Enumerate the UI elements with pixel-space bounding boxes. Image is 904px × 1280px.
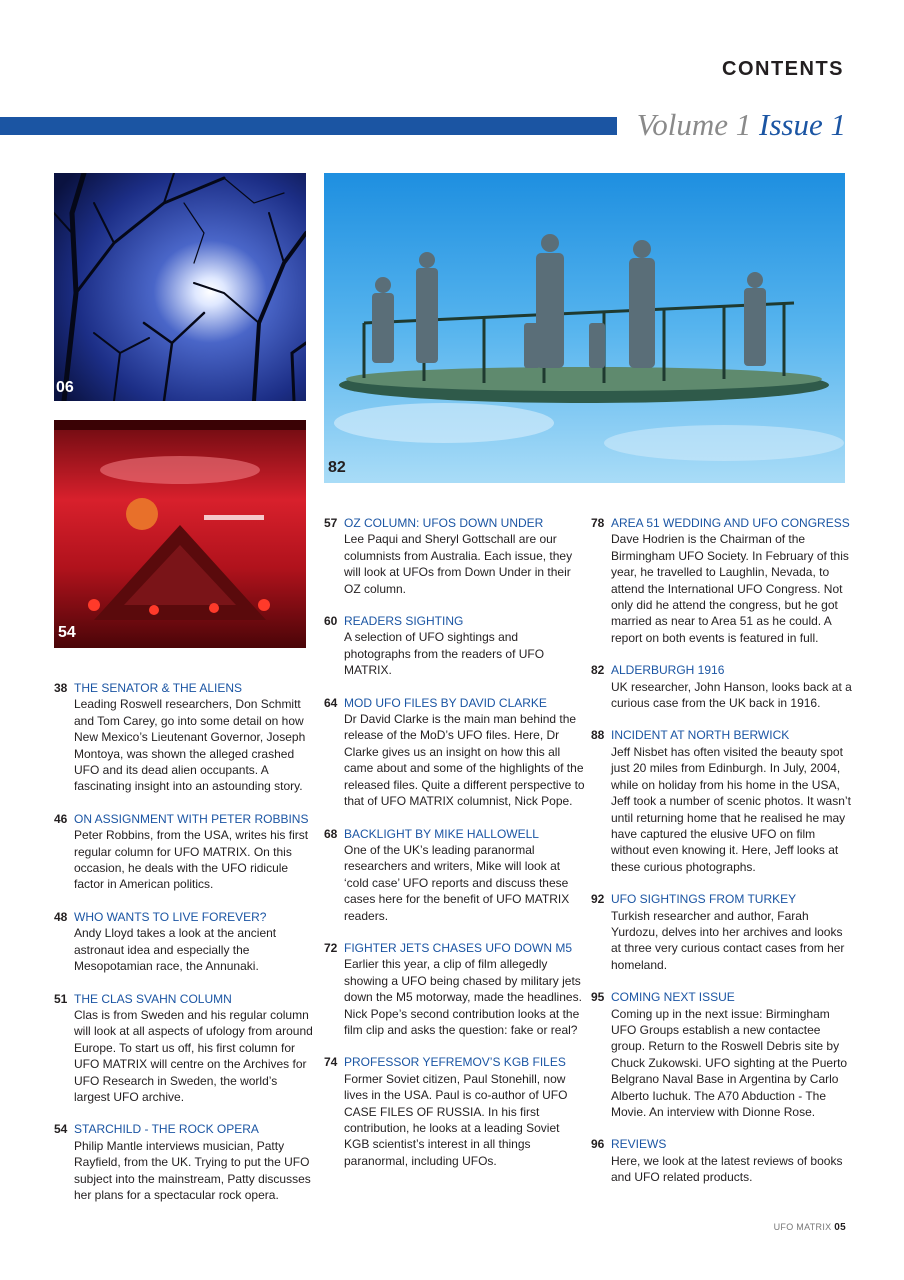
entry-page-number: 95	[591, 990, 605, 1005]
entry-description: Jeff Nisbet has often visited the beauty spot just 20 miles from Edinburgh. In July, 2004, while on holiday from his home in the USA, Jeff took a number of scenic photos. It wasn’t until returning home that he realised he may have captured the elusive UFO on film without even knowing it. Here, Jeff looks at these curious photographs.	[611, 744, 851, 874]
entry-description: One of the UK’s leading paranormal researchers and writers, Mike will look at ‘cold case’ UFO reports and discuss these cases here for the benefit of UFO MATRIX readers.	[344, 842, 570, 923]
moon-through-trees-icon	[54, 173, 306, 401]
entry-page-number: 38	[54, 681, 68, 695]
contents-entry[interactable]	[591, 662, 853, 711]
contents-entry[interactable]	[324, 695, 586, 810]
entry-description: Leading Roswell researchers, Don Schmitt and Tom Carey, go into some detail on how New Mexico’s Lieutenant Governor, Joseph Montoya, was shown the alleged crashed UFO and its dead alien occupants. A fascinating insight into an astounding story.	[74, 697, 306, 794]
red-pyramid-icon	[54, 420, 306, 648]
entry-page-number: 74	[324, 1055, 338, 1070]
photo-moon-through-trees[interactable]	[54, 173, 306, 401]
contents-entry[interactable]	[324, 613, 586, 679]
entry-title[interactable]: PROFESSOR YEFREMOV’S KGB FILES	[344, 1055, 566, 1070]
entry-description: Lee Paqui and Sheryl Gottschall are our columnists from Australia. Each issue, they will look at UFOs from Down Under in their OZ column.	[344, 532, 573, 596]
entry-page-number: 78	[591, 516, 605, 530]
contents-entry[interactable]	[54, 909, 316, 975]
entry-page-number: 96	[591, 1137, 605, 1152]
entry-description: Andy Lloyd takes a look at the ancient astronaut idea and especially the Mesopotamian race, the Annunaki.	[74, 926, 277, 974]
entry-page-number: 72	[324, 940, 338, 955]
contents-entry[interactable]	[591, 891, 853, 973]
contents-column-1	[54, 680, 316, 1219]
contents-entry[interactable]	[591, 727, 853, 875]
photo-page-number: 06	[56, 379, 74, 396]
entry-description: Coming up in the next issue: Birmingham UFO Groups establish a new contactee group. Return to the Roswell Debris site by Chuck Zukowski. UFO sighting at the Puerto Belgrano Naval Base in Argentina by Carlo Alberto Iuchuk. The A70 Abduction - The Movie. An interview with Dionne Rose.	[611, 1006, 848, 1119]
contents-entry[interactable]	[324, 940, 586, 1038]
contents-entry[interactable]	[54, 991, 316, 1106]
entry-page-number: 64	[324, 695, 338, 710]
photo-page-number: 82	[328, 459, 346, 476]
entry-description: Earlier this year, a clip of film allegedly showing a UFO being chased by military jets down the M5 motorway, made the headlines. Nick Pope’s second contribution looks at the film clip and asks the question: fake or real?	[344, 957, 582, 1037]
entry-title[interactable]: AREA 51 WEDDING AND UFO CONGRESS	[611, 516, 850, 530]
entry-page-number: 60	[324, 614, 338, 629]
entry-title[interactable]: INCIDENT AT NORTH BERWICK	[611, 728, 790, 743]
page-footer	[774, 1222, 846, 1233]
entry-description: UK researcher, John Hanson, looks back at a curious case from the UK back in 1916.	[611, 679, 852, 711]
entry-page-number: 92	[591, 892, 605, 907]
entry-page-number: 46	[54, 811, 68, 826]
footer-page-number: 05	[834, 1222, 846, 1233]
volume-issue-label	[637, 107, 846, 143]
entry-title[interactable]: WHO WANTS TO LIVE FOREVER?	[74, 909, 267, 924]
entry-description: Dave Hodrien is the Chairman of the Birmingham UFO Society. In February of this year, he travelled to Laughlin, Nevada, to attend the International UFO Congress. Not only did he attend the congress, but he got married as near to Area 51 as he could. A report on both events is featured in full.	[611, 532, 849, 645]
entry-title[interactable]: COMING NEXT ISSUE	[611, 990, 735, 1005]
entry-title[interactable]: STARCHILD - THE ROCK OPERA	[74, 1122, 259, 1137]
contents-entry[interactable]	[591, 1136, 853, 1185]
entry-description: Clas is from Sweden and his regular column will look at all aspects of ufology from around Europe. To start us off, his first column for UFO MATRIX will centre on the Archives for UFO Research in Sweden, the world’s largest UFO archive.	[74, 1007, 313, 1104]
contents-heading: CONTENTS	[722, 58, 844, 80]
entry-page-number: 48	[54, 909, 68, 924]
volume-label: Volume 1	[636, 107, 752, 142]
photo-red-pyramid[interactable]	[54, 420, 306, 648]
entry-title[interactable]: ALDERBURGH 1916	[611, 663, 725, 678]
entry-title[interactable]: REVIEWS	[611, 1137, 667, 1152]
issue-label: Issue 1	[759, 107, 846, 142]
entry-description: Former Soviet citizen, Paul Stonehill, now lives in the USA. Paul is co-author of UFO CASE FILES OF RUSSIA. In his first contribution, he looks at a leading Soviet KGB scientist’s interest in all things paranormal, including UFOs.	[344, 1071, 568, 1168]
footer-magazine-name: UFO MATRIX	[773, 1222, 832, 1232]
contents-entry[interactable]	[54, 680, 316, 795]
entry-page-number: 82	[591, 663, 605, 678]
entry-title[interactable]: THE CLAS SVAHN COLUMN	[74, 991, 232, 1006]
entry-description: Philip Mantle interviews musician, Patty Rayfield, from the UK. Trying to put the UFO subject into the mainstream, Patty discusses her plans for a spectacular rock opera.	[74, 1138, 311, 1202]
contents-entry[interactable]	[324, 1054, 586, 1169]
contents-column-2	[324, 515, 586, 1185]
entry-title[interactable]: BACKLIGHT BY MIKE HALLOWELL	[344, 826, 539, 841]
entry-title[interactable]: UFO SIGHTINGS FROM TURKEY	[611, 892, 797, 907]
contents-entry[interactable]	[324, 515, 586, 597]
contents-entry[interactable]	[54, 811, 316, 893]
entry-description: Turkish researcher and author, Farah Yurdozu, delves into her archives and looks at three very curious contact cases from her homeland.	[611, 908, 845, 972]
header-accent-bar	[0, 117, 617, 135]
photo-page-number: 54	[58, 624, 76, 641]
entry-title[interactable]: READERS SIGHTING	[344, 614, 464, 629]
entry-title[interactable]: OZ COLUMN: UFOS DOWN UNDER	[344, 516, 544, 530]
entry-page-number: 88	[591, 728, 605, 743]
entry-description: Here, we look at the latest reviews of books and UFO related products.	[611, 1153, 843, 1185]
entry-title[interactable]: MOD UFO FILES BY DAVID CLARKE	[344, 695, 547, 710]
contents-entry[interactable]	[324, 826, 586, 924]
entry-title[interactable]: ON ASSIGNMENT WITH PETER ROBBINS	[74, 811, 309, 826]
contents-entry[interactable]	[54, 1121, 316, 1203]
contents-column-3	[591, 515, 853, 1202]
entry-page-number: 54	[54, 1122, 68, 1137]
entry-description: Dr David Clarke is the main man behind the release of the MoD’s UFO files. Here, Dr Clarke gives us an insight on how this all came about and some of the highlights of the released files. Quite a different perspective to that of UFO MATRIX columnist, Nick Pope.	[344, 712, 585, 809]
entry-title[interactable]: FIGHTER JETS CHASES UFO DOWN M5	[344, 940, 573, 955]
contents-entry[interactable]	[591, 989, 853, 1120]
soldiers-on-flying-platform-icon	[324, 173, 845, 483]
entry-title[interactable]: THE SENATOR & THE ALIENS	[74, 681, 243, 695]
entry-page-number: 51	[54, 991, 68, 1006]
entry-page-number: 68	[324, 826, 338, 841]
entry-page-number: 57	[324, 516, 338, 530]
entry-description: A selection of UFO sightings and photographs from the readers of UFO MATRIX.	[344, 630, 545, 678]
entry-description: Peter Robbins, from the USA, writes his first regular column for UFO MATRIX. On this occasion, he deals with the UFO ridicule factor in American politics.	[74, 828, 309, 892]
photo-flying-platform[interactable]	[324, 173, 845, 483]
contents-entry[interactable]	[591, 515, 853, 646]
